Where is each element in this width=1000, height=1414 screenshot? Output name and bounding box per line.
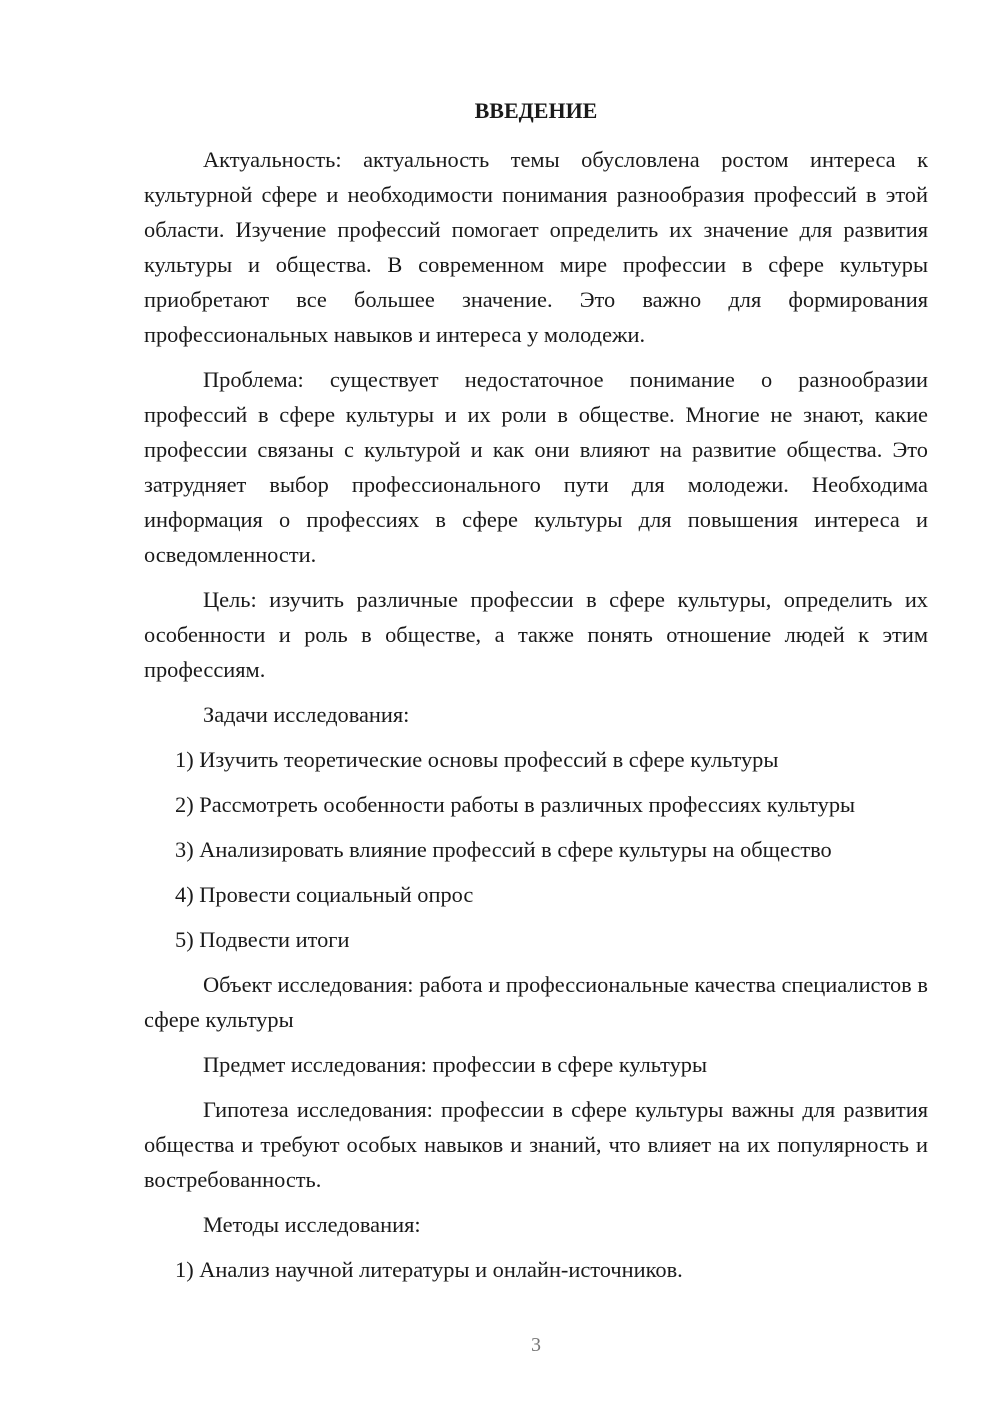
document-body xyxy=(144,142,928,1297)
object-paragraph: Объект исследования: работа и профессиональные качества специалистов в сфере культуры xyxy=(144,972,928,1032)
methods-list xyxy=(144,1252,928,1287)
task-item: 2) Рассмотреть особенности работы в различных профессиях культуры xyxy=(175,792,856,817)
tasks-list xyxy=(144,742,928,957)
methods-title: Методы исследования: xyxy=(203,1212,421,1237)
section-heading: ВВЕДЕНИЕ xyxy=(474,98,598,123)
task-item: 1) Изучить теоретические основы профессий в сфере культуры xyxy=(175,747,779,772)
relevance-paragraph: Актуальность: актуальность темы обусловлена ростом интереса к культурной сфере и необходимости понимания разнообразия профессий в этой области. Изучение профессий помогает определить их значение для развития культуры и общества. В современном мире профессии в сфере культуры приобретают все большее значение. Это важно для формирования профессиональных навыков и интереса у молодежи. xyxy=(144,147,928,347)
subject-paragraph: Предмет исследования: профессии в сфере культуры xyxy=(203,1052,708,1077)
tasks-title: Задачи исследования: xyxy=(203,702,410,727)
goal-paragraph: Цель: изучить различные профессии в сфере культуры, определить их особенности и роль в обществе, а также понять отношение людей к этим профессиям. xyxy=(144,587,928,682)
method-item: 1) Анализ научной литературы и онлайн-источников. xyxy=(175,1257,683,1282)
task-item: 4) Провести социальный опрос xyxy=(175,882,474,907)
page-number: 3 xyxy=(531,1334,541,1356)
problem-paragraph: Проблема: существует недостаточное понимание о разнообразии профессий в сфере культуры и их роли в обществе. Многие не знают, какие профессии связаны с культурой и как они влияют на развитие общества. Это затрудняет выбор профессионального пути для молодежи. Необходима информация о профессиях в сфере культуры для повышения интереса и осведомленности. xyxy=(144,367,928,567)
task-item: 5) Подвести итоги xyxy=(175,927,350,952)
task-item: 3) Анализировать влияние профессий в сфере культуры на общество xyxy=(175,837,832,862)
hypothesis-paragraph: Гипотеза исследования: профессии в сфере культуры важны для развития общества и требуют особых навыков и знаний, что влияет на их популярность и востребованность. xyxy=(144,1097,928,1192)
